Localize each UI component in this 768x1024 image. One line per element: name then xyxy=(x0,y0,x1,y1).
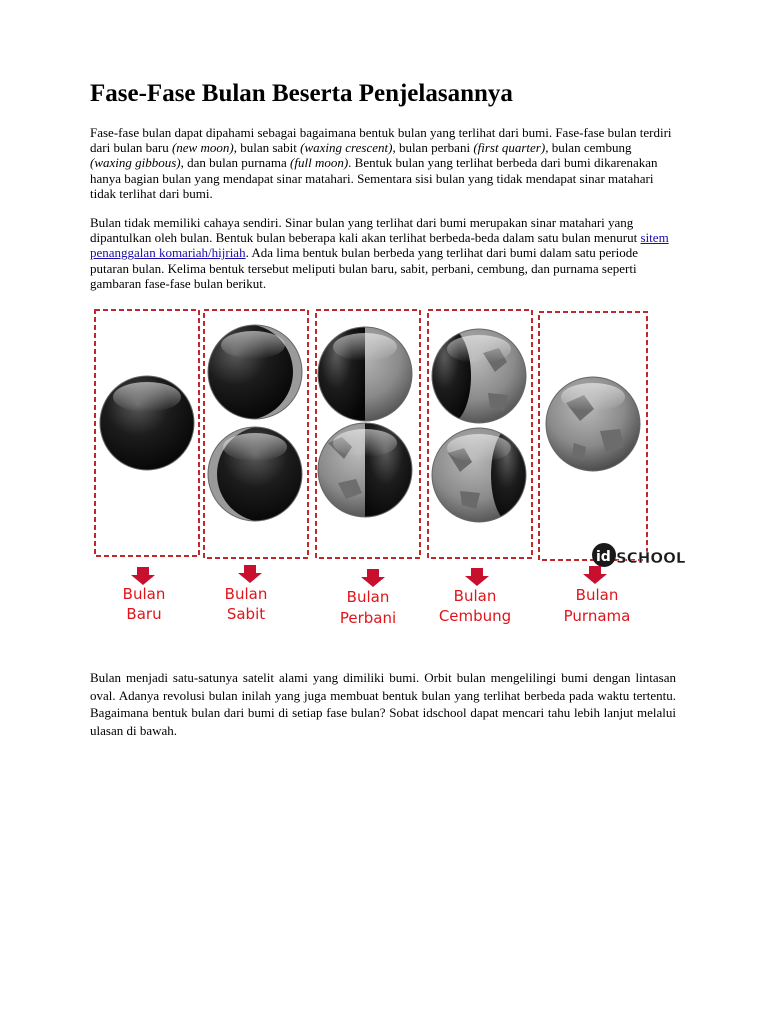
label-perbani-line2: Perbani xyxy=(339,609,397,627)
label-baru-line1: Bulan xyxy=(122,585,166,603)
moon-full-icon xyxy=(546,377,640,471)
paragraph-orbit: Bulan menjadi satu-satunya satelit alami yang dimiliki bumi. Orbit bulan mengelilingi bumi dengan lintasan oval. Adanya revolusi bulan inilah yang juga membuat bentuk bulan yang terlihat berbeda pada waktu tertentu. Bagaimana bentuk bulan dari bumi di setiap fase bulan? Sobat idschool dapat mencari tahu lebih lanjut melalui ulasan di bawah. xyxy=(90,670,676,738)
idschool-logo xyxy=(592,543,686,567)
moon-gibbous-waxing-icon xyxy=(427,327,531,427)
text: , bulan sabit xyxy=(233,140,301,156)
paragraph-reflection xyxy=(90,215,676,291)
label-baru-line2: Baru xyxy=(126,605,162,623)
italic-term: (full moon) xyxy=(290,155,349,171)
arrow-down-icon xyxy=(361,569,385,587)
moon-crescent-waxing-icon xyxy=(197,323,306,423)
text: , dan bulan purnama xyxy=(180,155,291,171)
italic-term: (new moon) xyxy=(171,140,234,156)
text: . Bentuk bulan yang terlihat berbeda dari bumi dikarenakan hanya bagian bulan yang mendapat sinar matahari. Sementara sisi bulan yang tidak mendapat sinar matahari tidak terlihat dari bumi. xyxy=(90,155,658,201)
label-cembung-line1: Bulan xyxy=(453,587,497,605)
italic-term: (waxing gibbous) xyxy=(90,155,181,171)
label-purnama-line1: Bulan xyxy=(575,586,619,604)
label-cembung-line2: Cembung xyxy=(438,607,512,625)
moon-new-icon xyxy=(100,376,194,470)
arrow-down-icon xyxy=(131,567,155,585)
arrow-down-icon xyxy=(238,565,262,583)
label-purnama-line2: Purnama xyxy=(563,607,631,625)
logo-school: SCHOOL xyxy=(616,549,686,567)
text: Fase-fase bulan dapat dipahami sebagai bagaimana bentuk bulan yang terlihat dari bumi. Fase-fase bulan terdiri dari bulan baru xyxy=(90,125,672,156)
text: Bulan tidak memiliki cahaya sendiri. Sinar bulan yang terlihat dari bumi merupakan sinar matahari yang dipantulkan oleh bulan. Bentuk bulan beberapa kali akan terlihat berbeda-beda dalam satu bulan menurut xyxy=(90,215,641,246)
text: , bulan cembung xyxy=(545,140,632,156)
moon-last-quarter-icon xyxy=(317,421,417,521)
italic-term: (first quarter) xyxy=(473,140,546,156)
label-sabit-line1: Bulan xyxy=(224,585,268,603)
text: , bulan perbani xyxy=(392,140,474,156)
paragraph-intro xyxy=(90,125,676,201)
logo-id: id xyxy=(596,549,611,565)
label-sabit-line2: Sabit xyxy=(226,605,266,623)
moon-gibbous-waning-icon xyxy=(431,427,531,527)
italic-term: (waxing crescent) xyxy=(300,140,393,156)
text: . Ada lima bentuk bulan berbeda yang terlihat dari bumi dalam satu periode putaran bulan. Kelima bentuk tersebut meliputi bulan baru, sabit, perbani, cembung, dan purnama seperti gambaran fase-fase bulan berikut. xyxy=(90,245,638,291)
moon-phases-figure xyxy=(88,303,686,633)
label-perbani-line1: Bulan xyxy=(346,588,390,606)
arrow-down-icon xyxy=(583,566,607,584)
hijriah-calendar-link[interactable]: sitem penanggalan komariah/hijriah xyxy=(90,230,669,261)
arrow-down-icon xyxy=(465,568,489,586)
moon-crescent-waning-icon xyxy=(206,425,313,525)
page-title: Fase-Fase Bulan Beserta Penjelasannya xyxy=(90,80,513,107)
moon-first-quarter-icon xyxy=(317,325,417,425)
